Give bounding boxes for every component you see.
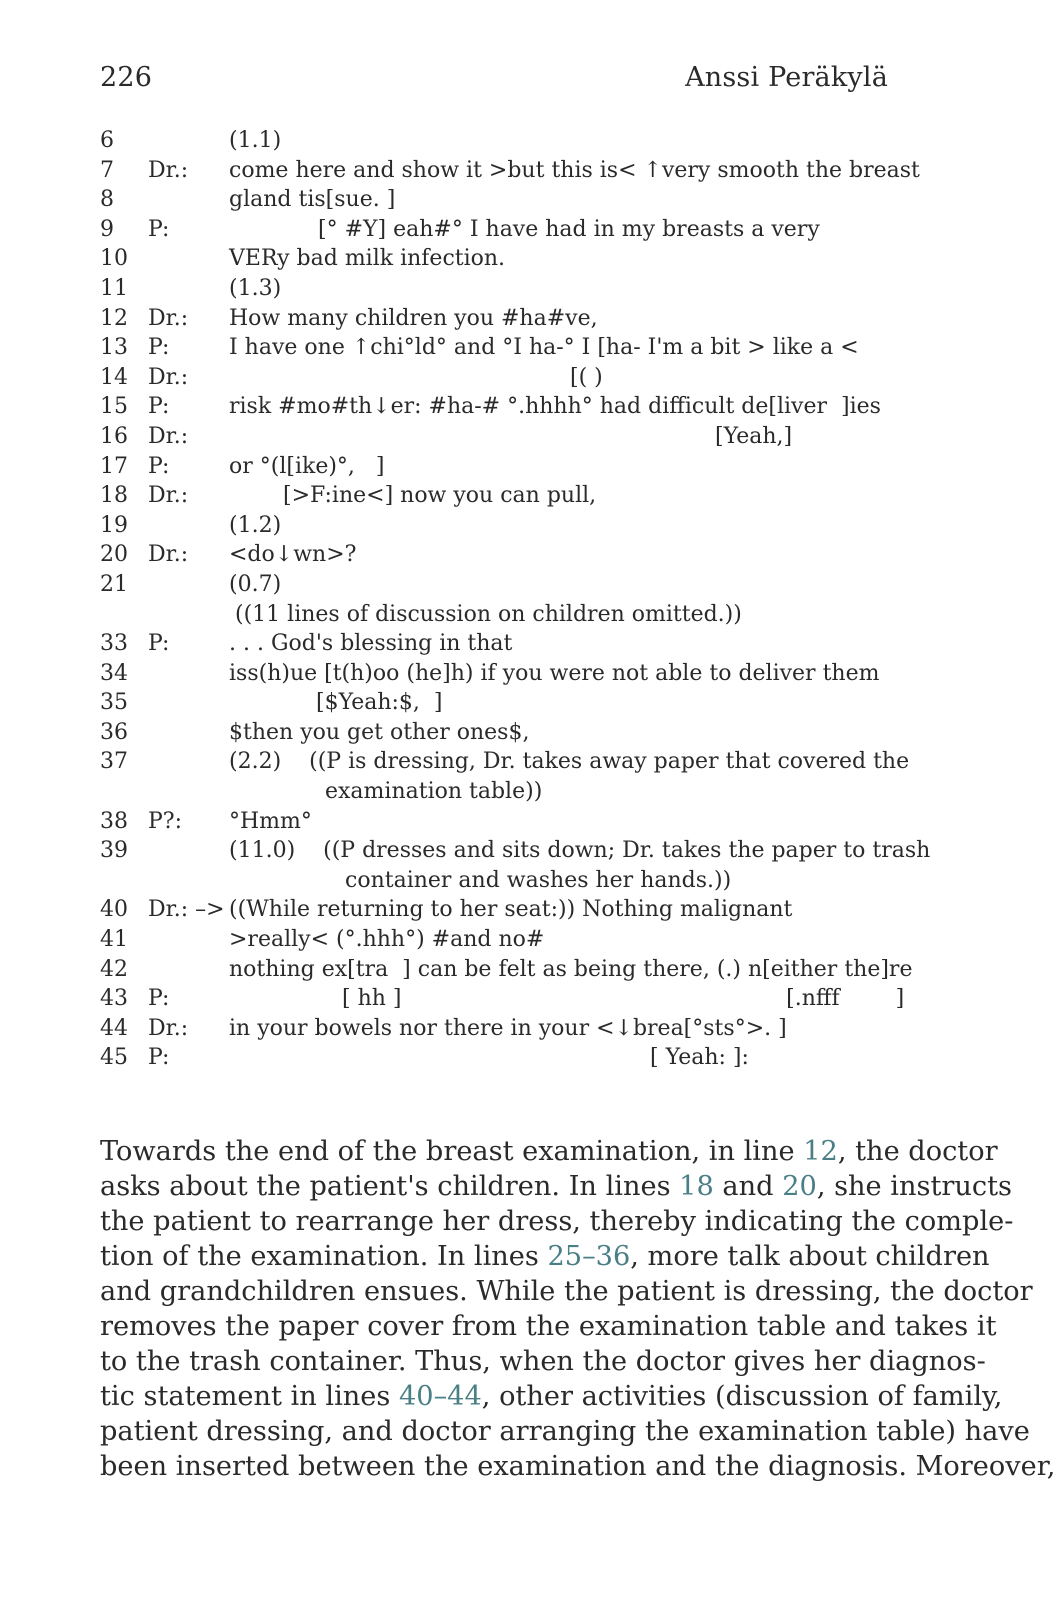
utterance-text: $then you get other ones$, xyxy=(229,719,530,745)
line-number: 19 xyxy=(100,512,128,538)
speaker-label: P: xyxy=(148,335,170,361)
line-number: 37 xyxy=(100,749,128,775)
utterance-text: ((While returning to her seat:)) Nothing malignant xyxy=(229,897,793,923)
transcript-line xyxy=(100,481,900,511)
speaker-label: Dr.: xyxy=(148,542,189,568)
line-number: 44 xyxy=(100,1015,128,1041)
paragraph-text: , more talk about children xyxy=(630,1241,990,1272)
utterance-text: (11.0) ((P dresses and sits down; Dr. takes the paper to trash xyxy=(229,838,931,864)
utterance-text: gland tis[sue. ] xyxy=(229,187,396,213)
line-number: 11 xyxy=(100,275,128,301)
utterance-text: container and washes her hands.)) xyxy=(345,867,732,893)
utterance-text: How many children you #ha#ve, xyxy=(229,305,598,331)
transcript-line xyxy=(100,126,900,156)
page-number: 226 xyxy=(100,62,153,93)
transcript-line xyxy=(100,718,900,748)
line-number: 35 xyxy=(100,690,128,716)
paragraph-text: , the doctor xyxy=(837,1136,998,1167)
line-number: 33 xyxy=(100,631,128,657)
paragraph-line xyxy=(100,1169,1012,1204)
paragraph-text: , other activities (discussion of family, xyxy=(481,1381,1003,1412)
speaker-label: P: xyxy=(148,394,170,420)
transcript-line xyxy=(100,777,900,807)
line-number: 45 xyxy=(100,1045,128,1071)
utterance-text: [( ) xyxy=(570,364,603,390)
line-number: 34 xyxy=(100,660,128,686)
line-number: 38 xyxy=(100,808,128,834)
paragraph-line xyxy=(100,1414,1030,1449)
transcript-line xyxy=(100,836,931,866)
speaker-label: Dr.: –> xyxy=(148,897,225,923)
utterance-text: in your bowels nor there in your <↓brea[°sts°>. ] xyxy=(229,1015,787,1041)
transcript-line xyxy=(100,955,913,985)
transcript-line xyxy=(100,807,900,837)
line-number: 17 xyxy=(100,453,128,479)
paragraph-line xyxy=(100,1379,1003,1414)
utterance-text: [° #Y] eah#° I have had in my breasts a very xyxy=(318,216,820,242)
transcript-line xyxy=(100,1043,900,1073)
utterance-text: [ hh ] [.nfff ] xyxy=(342,986,905,1012)
line-number: 6 xyxy=(100,128,114,153)
speaker-label: Dr.: xyxy=(148,364,189,390)
utterance-text: iss(h)ue [t(h)oo (he]h) if you were not able to deliver them xyxy=(229,660,880,686)
transcript-line xyxy=(100,895,900,925)
paragraph-line xyxy=(100,1344,986,1379)
paragraph-text: the patient to rearrange her dress, thereby indicating the comple- xyxy=(100,1206,1014,1237)
line-number: 13 xyxy=(100,335,128,361)
line-number: 8 xyxy=(100,187,114,213)
transcript-line xyxy=(100,244,900,274)
transcript-line xyxy=(100,333,900,363)
utterance-text: [Yeah,] xyxy=(715,423,793,449)
line-number: 7 xyxy=(100,157,114,183)
line-reference-link[interactable]: 18 xyxy=(679,1171,714,1202)
line-number: 43 xyxy=(100,986,128,1012)
transcript-line xyxy=(100,392,900,422)
transcript-line xyxy=(100,215,900,245)
transcript-line xyxy=(100,185,900,215)
utterance-text: VERy bad milk infection. xyxy=(229,246,506,272)
transcript-line xyxy=(100,422,900,452)
utterance-text: come here and show it >but this is< ↑very smooth the breast xyxy=(229,157,920,183)
utterance-text: . . . God's blessing in that xyxy=(229,631,513,657)
transcript-line xyxy=(100,363,900,393)
running-head: Anssi Peräkylä xyxy=(685,62,888,93)
speaker-label: Dr.: xyxy=(148,423,189,449)
speaker-label: P: xyxy=(148,1045,170,1071)
line-number: 10 xyxy=(100,246,128,272)
transcript-line xyxy=(100,688,900,718)
line-number: 14 xyxy=(100,364,128,390)
line-number: 18 xyxy=(100,483,128,509)
transcript xyxy=(100,126,931,1073)
transcript-line xyxy=(100,540,900,570)
utterance-text: <do↓wn>? xyxy=(229,542,357,568)
body-paragraph xyxy=(100,1134,1055,1484)
paragraph-text: and grandchildren ensues. While the patient is dressing, the doctor xyxy=(100,1276,1033,1307)
paragraph-text: , she instructs xyxy=(816,1171,1012,1202)
paragraph-text: been inserted between the examination and the diagnosis. Moreover, xyxy=(100,1451,1055,1482)
line-number: 36 xyxy=(100,719,128,745)
speaker-label: Dr.: xyxy=(148,157,189,183)
utterance-text: (1.2) xyxy=(229,512,282,538)
transcript-line xyxy=(100,274,900,304)
utterance-text: >really< (°.hhh°) #and no# xyxy=(229,927,545,953)
line-number: 9 xyxy=(100,216,114,242)
utterance-text: (2.2) ((P is dressing, Dr. takes away paper that covered the xyxy=(229,749,910,775)
utterance-text: or °(l[ike)°, ] xyxy=(229,453,385,479)
line-number: 16 xyxy=(100,423,128,449)
line-reference-link[interactable]: 20 xyxy=(782,1171,817,1202)
speaker-label: Dr.: xyxy=(148,483,189,509)
line-reference-link[interactable]: 40–44 xyxy=(398,1381,482,1412)
transcript-line xyxy=(100,304,900,334)
speaker-label: Dr.: xyxy=(148,305,189,331)
paragraph-text: patient dressing, and doctor arranging the examination table) have xyxy=(100,1416,1030,1447)
transcript-line xyxy=(100,747,910,777)
transcript-line xyxy=(100,156,920,186)
paragraph-text: and xyxy=(713,1171,783,1202)
utterance-text: examination table)) xyxy=(325,779,543,805)
transcript-line xyxy=(100,570,900,600)
line-number: 15 xyxy=(100,394,128,420)
paragraph-text: asks about the patient's children. In lines xyxy=(100,1171,680,1202)
utterance-text: [>F:ine<] now you can pull, xyxy=(283,483,597,509)
paragraph-line xyxy=(100,1449,1055,1484)
utterance-text: nothing ex[tra ] can be felt as being there, (.) n[either the]re xyxy=(229,956,913,982)
line-number: 42 xyxy=(100,956,128,982)
line-number: 41 xyxy=(100,927,128,953)
paragraph-text: to the trash container. Thus, when the doctor gives her diagnos- xyxy=(100,1346,986,1377)
line-number: 40 xyxy=(100,897,128,923)
line-number: 12 xyxy=(100,305,128,331)
paragraph-line xyxy=(100,1309,997,1344)
paragraph-text: tic statement in lines xyxy=(100,1381,399,1412)
transcript-line xyxy=(100,659,900,689)
paragraph-line xyxy=(100,1239,990,1274)
transcript-line xyxy=(100,600,900,630)
paragraph-line xyxy=(100,1134,998,1169)
utterance-text: (0.7) xyxy=(229,571,282,597)
paragraph-text: Towards the end of the breast examination, in line xyxy=(100,1136,804,1167)
transcript-line xyxy=(100,629,900,659)
utterance-text: (1.1) xyxy=(229,128,282,153)
transcript-line xyxy=(100,925,900,955)
paragraph-text: removes the paper cover from the examination table and takes it xyxy=(100,1311,997,1342)
transcript-line xyxy=(100,452,900,482)
line-number: 39 xyxy=(100,838,128,864)
transcript-line xyxy=(100,1014,900,1044)
utterance-text: °Hmm° xyxy=(229,808,312,834)
line-number: 21 xyxy=(100,571,128,597)
line-reference-link[interactable]: 25–36 xyxy=(547,1241,631,1272)
speaker-label: P: xyxy=(148,986,170,1012)
utterance-text: [$Yeah:$, ] xyxy=(316,690,443,716)
line-reference-link[interactable]: 12 xyxy=(803,1136,838,1167)
page-header xyxy=(100,62,888,93)
utterance-text: [ Yeah: ]: xyxy=(650,1045,749,1071)
paragraph-line xyxy=(100,1274,1033,1309)
paragraph-line xyxy=(100,1204,1014,1239)
speaker-label: P: xyxy=(148,631,170,657)
utterance-text: ((11 lines of discussion on children omitted.)) xyxy=(235,601,742,627)
line-number: 20 xyxy=(100,542,128,568)
transcript-line xyxy=(100,984,905,1014)
utterance-text: (1.3) xyxy=(229,275,282,301)
transcript-line xyxy=(100,511,900,541)
speaker-label: P: xyxy=(148,453,170,479)
paragraph-text: tion of the examination. In lines xyxy=(100,1241,548,1272)
utterance-text: I have one ↑chi°ld° and °I ha-° I [ha- I'm a bit > like a < xyxy=(229,335,859,361)
transcript-line xyxy=(100,866,900,896)
speaker-label: Dr.: xyxy=(148,1015,189,1041)
utterance-text: risk #mo#th↓er: #ha-# °.hhhh° had difficult de[liver ]ies xyxy=(229,394,881,420)
speaker-label: P?: xyxy=(148,808,183,834)
speaker-label: P: xyxy=(148,216,170,242)
